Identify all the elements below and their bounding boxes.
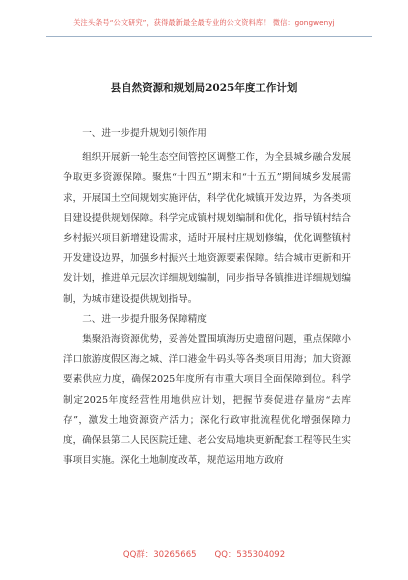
section-paragraph: 组织开展新一轮生态空间管控区调整工作，为全县城乡融合发展争取更多资源保障。聚焦“十四五”期末和“十五五”期间城乡发展需求，开展国土空间规划实施评估，科学优化城镇开发边界，为各类项目建设提供规划保障。科学完成镇村规划编制和优化，指导镇村结合乡村振兴项目新增建设需求，适时开展村庄规划修编，优化调整镇村开发建设边界，加强乡村振兴土地资源要素保障。结合城市更新和开发计划，推进单元层次详细规划编制，同步指导各镇推进详细规划编制，为城市建设提供规划指导。 <box>63 152 351 305</box>
section-heading: 一、进一步提升规划引领作用 <box>82 128 207 139</box>
qq-contact-text: QQ：535304092 <box>214 550 286 560</box>
qq-group-text: QQ群：30265665 <box>122 550 197 560</box>
footer-contacts <box>0 548 408 560</box>
document-title: 县自然资源和规划局2025年度工作计划 <box>110 82 298 94</box>
section-paragraph: 集聚沿海资源优势，妥善处置围填海历史遗留问题，重点保障小洋口旅游度假区海之城、洋口港金牛码头等各类项目用海；加大资源要素供应力度，确保2025年度所有市重大项目全面保障到位。科学制定2025年度经营性用地供应计划，把握节奏促进存量房“去库存”，激发土地资源资产活力；深化行政审批流程优化增强保障力度，确保县第二人民医院迁建、老公安局地块更新配套工程等民生实事项目实施。深化土地制度改革，规范运用地方政府 <box>63 334 351 467</box>
header-divider <box>46 36 372 37</box>
section-heading: 二、进一步提升服务保障精度 <box>82 313 207 325</box>
promo-banner <box>0 0 408 60</box>
document-body <box>63 124 351 471</box>
promo-text: 关注头条号“公文研究”，获得最新最全最专业的公文资料库！ 微信：gongwenyj <box>73 18 335 27</box>
